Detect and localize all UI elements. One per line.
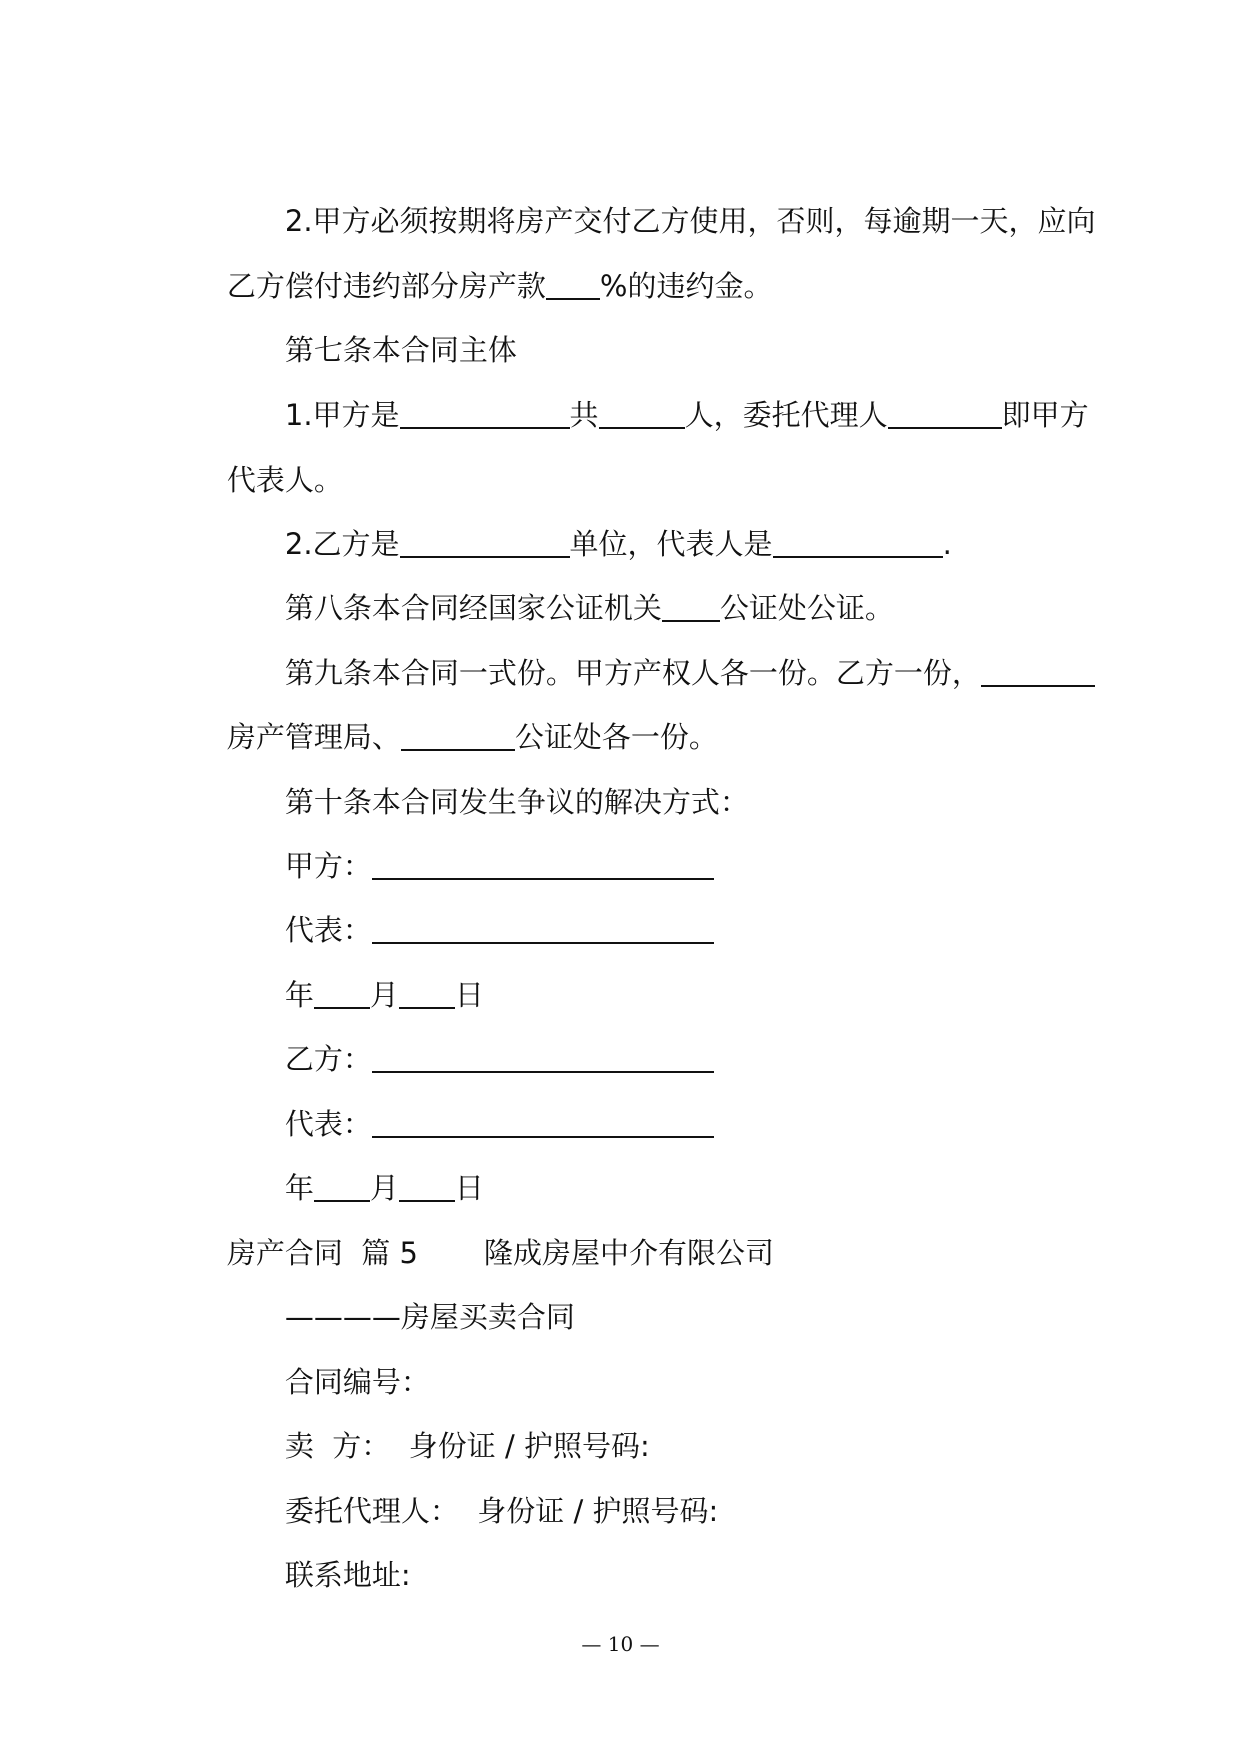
contract-title: ————房屋买卖合同 xyxy=(284,1300,575,1334)
signature-party-b: 乙方： xyxy=(0,999,1241,1119)
article-heading: 第十条本合同发生争议的解决方式： xyxy=(284,785,749,819)
seller-line: 卖 方： 身份证 / 护照号码: xyxy=(284,1429,650,1463)
clause-paragraph: 1.甲方是 共 人，委托代理人 即甲方 xyxy=(284,398,1089,432)
address-line: 联系地址: xyxy=(284,1558,411,1592)
signature-date-b: 年 月 日 xyxy=(284,1171,484,1205)
agent-line: 委托代理人： 身份证 / 护照号码: xyxy=(284,1494,719,1528)
clause-paragraph: 乙方偿付违约部分房产款 %的违约金。 xyxy=(226,269,773,303)
signature-representative-a: 代表： xyxy=(0,870,1241,990)
contract-number: 合同编号： xyxy=(284,1365,430,1399)
article-heading: 第七条本合同主体 xyxy=(284,333,517,367)
page-number: — 10 — xyxy=(581,1632,660,1656)
article-paragraph: 第九条本合同一式份。甲方产权人各一份。乙方一份， xyxy=(0,613,1241,733)
signature-representative-b: 代表： xyxy=(0,1064,1241,1184)
article-paragraph: 房产管理局、 公证处各一份。 xyxy=(226,720,718,754)
signature-party-a: 甲方： xyxy=(0,806,1241,926)
article-paragraph: 第八条本合同经国家公证机关 公证处公证。 xyxy=(284,591,894,625)
section-heading: 房产合同 篇 5 隆成房屋中介有限公司 xyxy=(226,1236,774,1270)
clause-paragraph: 代表人。 xyxy=(226,463,343,497)
clause-paragraph: 2.乙方是 单位，代表人是 . xyxy=(284,527,952,561)
signature-date-a: 年 月 日 xyxy=(284,978,484,1012)
clause-paragraph: 2.甲方必须按期将房产交付乙方使用，否则，每逾期一天，应向 xyxy=(284,204,1096,238)
